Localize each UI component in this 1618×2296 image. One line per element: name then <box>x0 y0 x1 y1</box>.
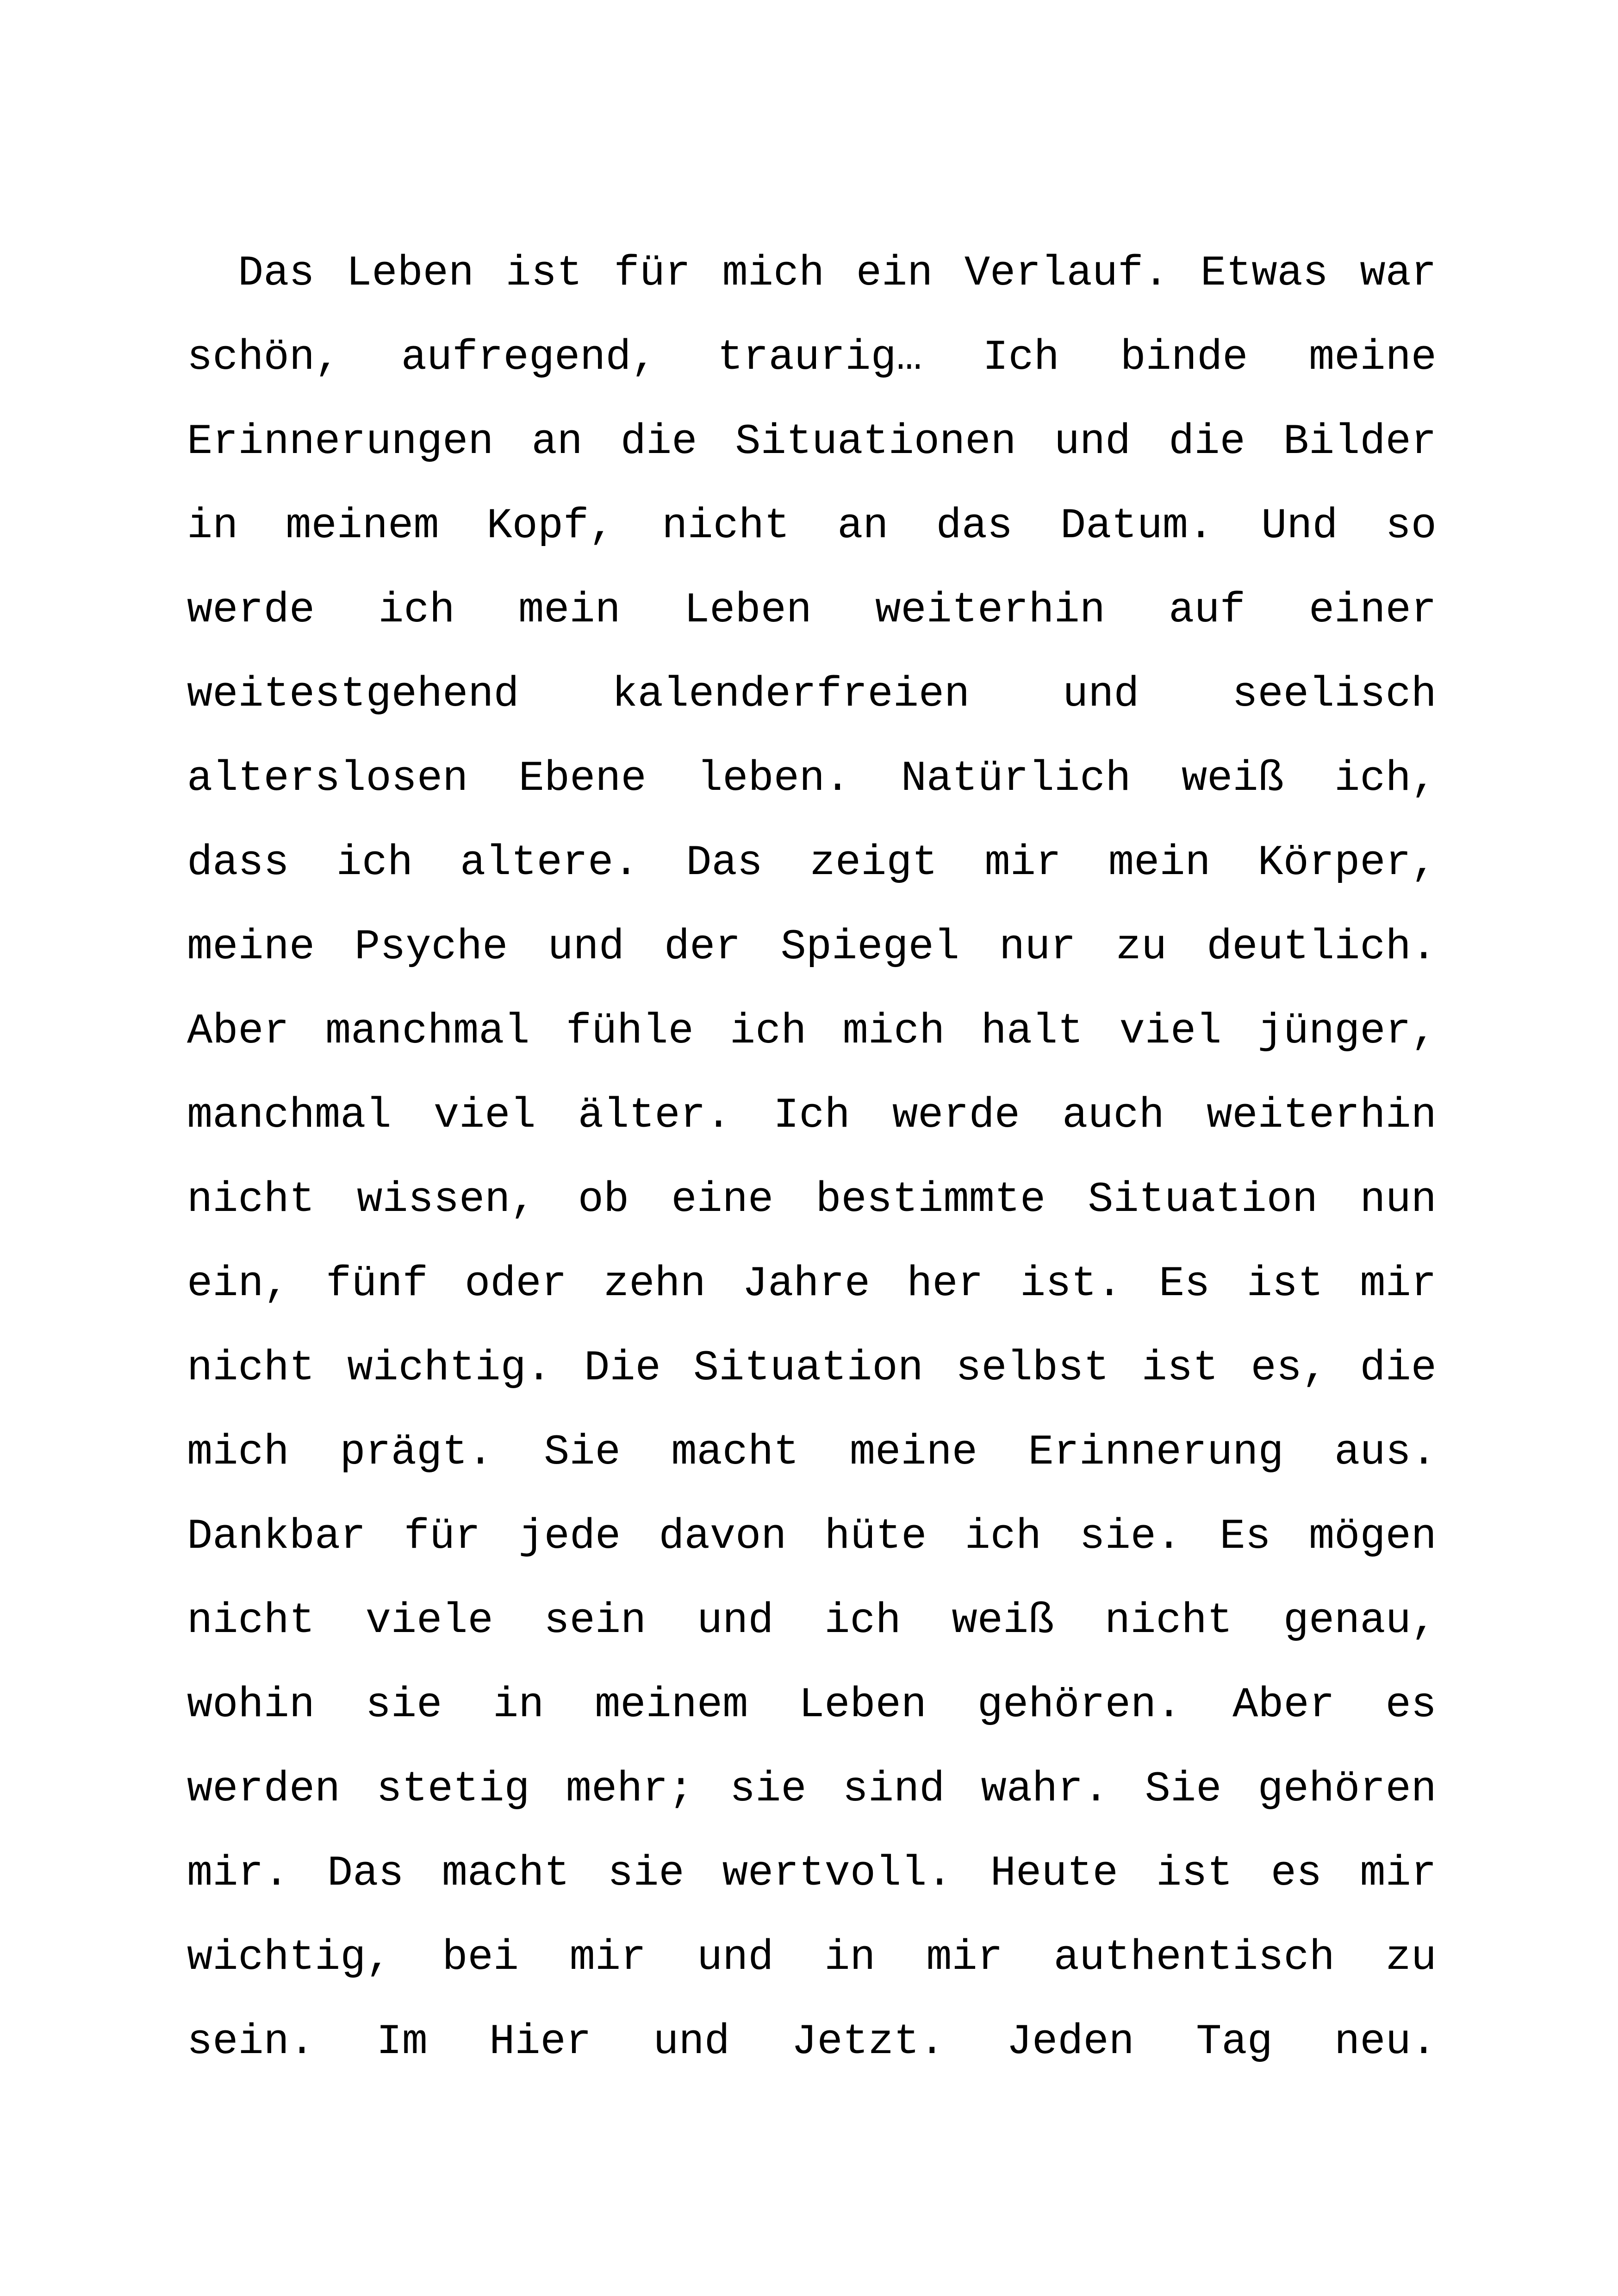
text-line: mich prägt. Sie macht meine Erinnerung aus. <box>187 1428 1437 1477</box>
text-line: Dankbar für jede davon hüte ich sie. Es mögen <box>187 1512 1437 1561</box>
text-line: manchmal viel älter. Ich werde auch weiterhin <box>187 1091 1437 1140</box>
text-line: sein. Im Hier und Jetzt. Jeden Tag neu. <box>187 2017 1437 2066</box>
body-paragraph <box>187 231 1437 2084</box>
text-line: werden stetig mehr; sie sind wahr. Sie gehören <box>187 1765 1437 1813</box>
text-line: in meinem Kopf, nicht an das Datum. Und so <box>187 502 1437 550</box>
text-line: mir. Das macht sie wertvoll. Heute ist es mir <box>187 1849 1437 1898</box>
text-line: wichtig, bei mir und in mir authentisch zu <box>187 1933 1437 1982</box>
text-line: werde ich mein Leben weiterhin auf einer <box>187 586 1437 634</box>
text-line: nicht viele sein und ich weiß nicht genau, <box>187 1596 1437 1645</box>
text-line: weitestgehend kalenderfreien und seelisch <box>187 670 1437 719</box>
text-line: alterslosen Ebene leben. Natürlich weiß ich, <box>187 754 1437 803</box>
text-line: schön, aufregend, traurig… Ich binde meine <box>187 333 1437 382</box>
text-line: Das Leben ist für mich ein Verlauf. Etwas war <box>238 249 1437 298</box>
text-line: nicht wichtig. Die Situation selbst ist es, die <box>187 1344 1437 1392</box>
text-line: wohin sie in meinem Leben gehören. Aber es <box>187 1681 1437 1729</box>
text-line: dass ich altere. Das zeigt mir mein Körper, <box>187 838 1437 887</box>
text-line: Aber manchmal fühle ich mich halt viel jünger, <box>187 1007 1437 1055</box>
text-line: meine Psyche und der Spiegel nur zu deutlich. <box>187 923 1437 971</box>
text-line: ein, fünf oder zehn Jahre her ist. Es ist mir <box>187 1260 1437 1308</box>
text-line: nicht wissen, ob eine bestimmte Situation nun <box>187 1175 1437 1224</box>
text-line: Erinnerungen an die Situationen und die Bilder <box>187 417 1437 466</box>
